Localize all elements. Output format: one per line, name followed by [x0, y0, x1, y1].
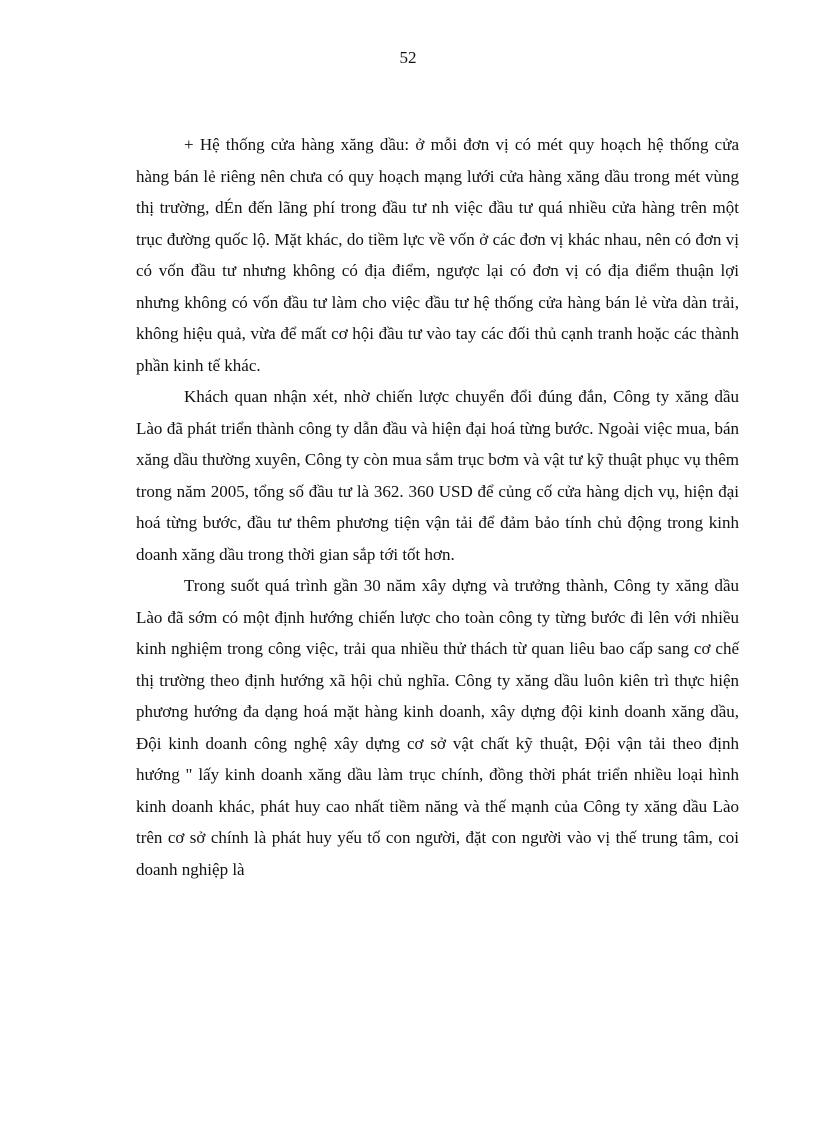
- document-body: [136, 129, 739, 885]
- page-number: 52: [399, 48, 417, 67]
- paragraph-strategy-assessment: Khách quan nhận xét, nhờ chiến lược chuyển đổi đúng đắn, Công ty xăng dầu Lào đã phát triển thành công ty dẫn đầu và hiện đại hoá từng bước. Ngoài việc mua, bán xăng dầu thường xuyên, Công ty còn mua sắm trục bơm và vật tư kỹ thuật phục vụ thêm trong năm 2005, tổng số đầu tư là 362. 360 USD để củng cố cửa hàng dịch vụ, hiện đại hoá từng bước, đầu tư thêm phương tiện vận tải để đảm bảo tính chủ động trong kinh doanh xăng dầu trong thời gian sắp tới tốt hơn.: [136, 387, 739, 564]
- paragraph-company-history: Trong suốt quá trình gần 30 năm xây dựng và trưởng thành, Công ty xăng dầu Lào đã sớm có một định hướng chiến lược cho toàn công ty từng bước đi lên với nhiều kinh nghiệm trong công việc, trải qua nhiều thử thách từ quan liêu bao cấp sang cơ chế thị trường theo định hướng xã hội chủ nghĩa. Công ty xăng dầu luôn kiên trì thực hiện phương hướng đa dạng hoá mặt hàng kinh doanh, xây dựng đội kinh doanh xăng dầu, Đội kinh doanh công nghệ xây dựng cơ sở vật chất kỹ thuật, Đội vận tải theo định hướng " lấy kinh doanh xăng dầu làm trục chính, đồng thời phát triển nhiều loại hình kinh doanh khác, phát huy cao nhất tiềm năng và thế mạnh của Công ty xăng dầu Lào trên cơ sở chính là phát huy yếu tố con người, đặt con người vào vị thế trung tâm, coi doanh nghiệp là: [136, 576, 739, 879]
- paragraph-gas-station-system: + Hệ thống cửa hàng xăng dầu: ở mỗi đơn vị có mét quy hoạch hệ thống cửa hàng bán lẻ riêng nên chưa có quy hoạch mạng lưới cửa hàng xăng dầu trong mét vùng thị trường, dÉn đến lãng phí trong đầu tư nh việc đầu tư quá nhiều cửa hàng trên một trục đường quốc lộ. Mặt khác, do tiềm lực về vốn ở các đơn vị khác nhau, nên có đơn vị có vốn đầu tư nhưng không có địa điểm, ngược lại có đơn vị có địa điểm thuận lợi nhưng không có vốn đầu tư làm cho việc đầu tư hệ thống cửa hàng bán lẻ vừa dàn trải, không hiệu quả, vừa để mất cơ hội đầu tư vào tay các đối thủ cạnh tranh hoặc các thành phần kinh tế khác.: [136, 135, 739, 375]
